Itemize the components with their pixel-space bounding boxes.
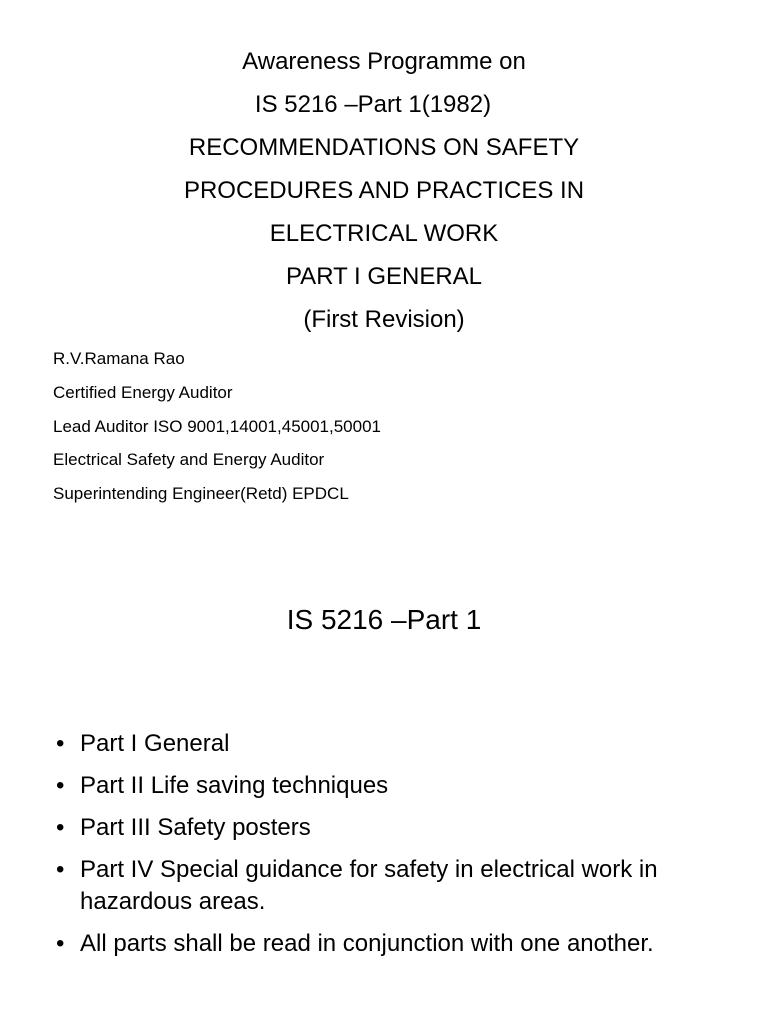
title-line: RECOMMENDATIONS ON SAFETY	[188, 134, 580, 161]
title-line: PART I GENERAL	[285, 263, 483, 290]
slide-2-title: IS 5216 –Part 1	[286, 604, 482, 635]
title-line: (First Revision)	[303, 306, 465, 333]
author-name: R.V.Ramana Rao	[53, 349, 185, 368]
list-item-text: All parts shall be read in conjunction with one another.	[80, 930, 654, 957]
author-details	[53, 342, 381, 511]
list-item-text: Part I General	[80, 730, 230, 757]
title-line: PROCEDURES AND PRACTICES IN	[183, 177, 585, 204]
list-item	[56, 854, 736, 918]
list-item	[56, 812, 736, 844]
slide-1-title	[0, 40, 768, 341]
bullet-icon: •	[56, 772, 65, 799]
title-line: ELECTRICAL WORK	[269, 220, 499, 247]
bullet-icon: •	[56, 730, 65, 757]
title-line: IS 5216 –Part 1(1982)	[254, 91, 492, 118]
author-credential: Superintending Engineer(Retd) EPDCL	[53, 484, 349, 503]
list-item	[56, 928, 736, 960]
title-line: Awareness Programme on	[242, 48, 526, 75]
author-credential: Electrical Safety and Energy Auditor	[53, 450, 325, 470]
bullet-icon: •	[56, 856, 65, 883]
bullet-icon: •	[56, 930, 65, 957]
list-item	[56, 770, 736, 802]
list-item-text: Part III Safety posters	[80, 814, 311, 841]
author-credential: Lead Auditor ISO 9001,14001,45001,50001	[53, 416, 382, 436]
list-item-text: Part II Life saving techniques	[80, 772, 389, 799]
list-item-text: Part IV Special guidance for safety in electrical work in hazardous areas.	[80, 856, 658, 915]
slide-2	[0, 512, 768, 1024]
bullet-icon: •	[56, 814, 65, 841]
list-item	[56, 728, 736, 760]
author-credential: Certified Energy Auditor	[53, 382, 233, 402]
bullet-list	[56, 728, 736, 970]
